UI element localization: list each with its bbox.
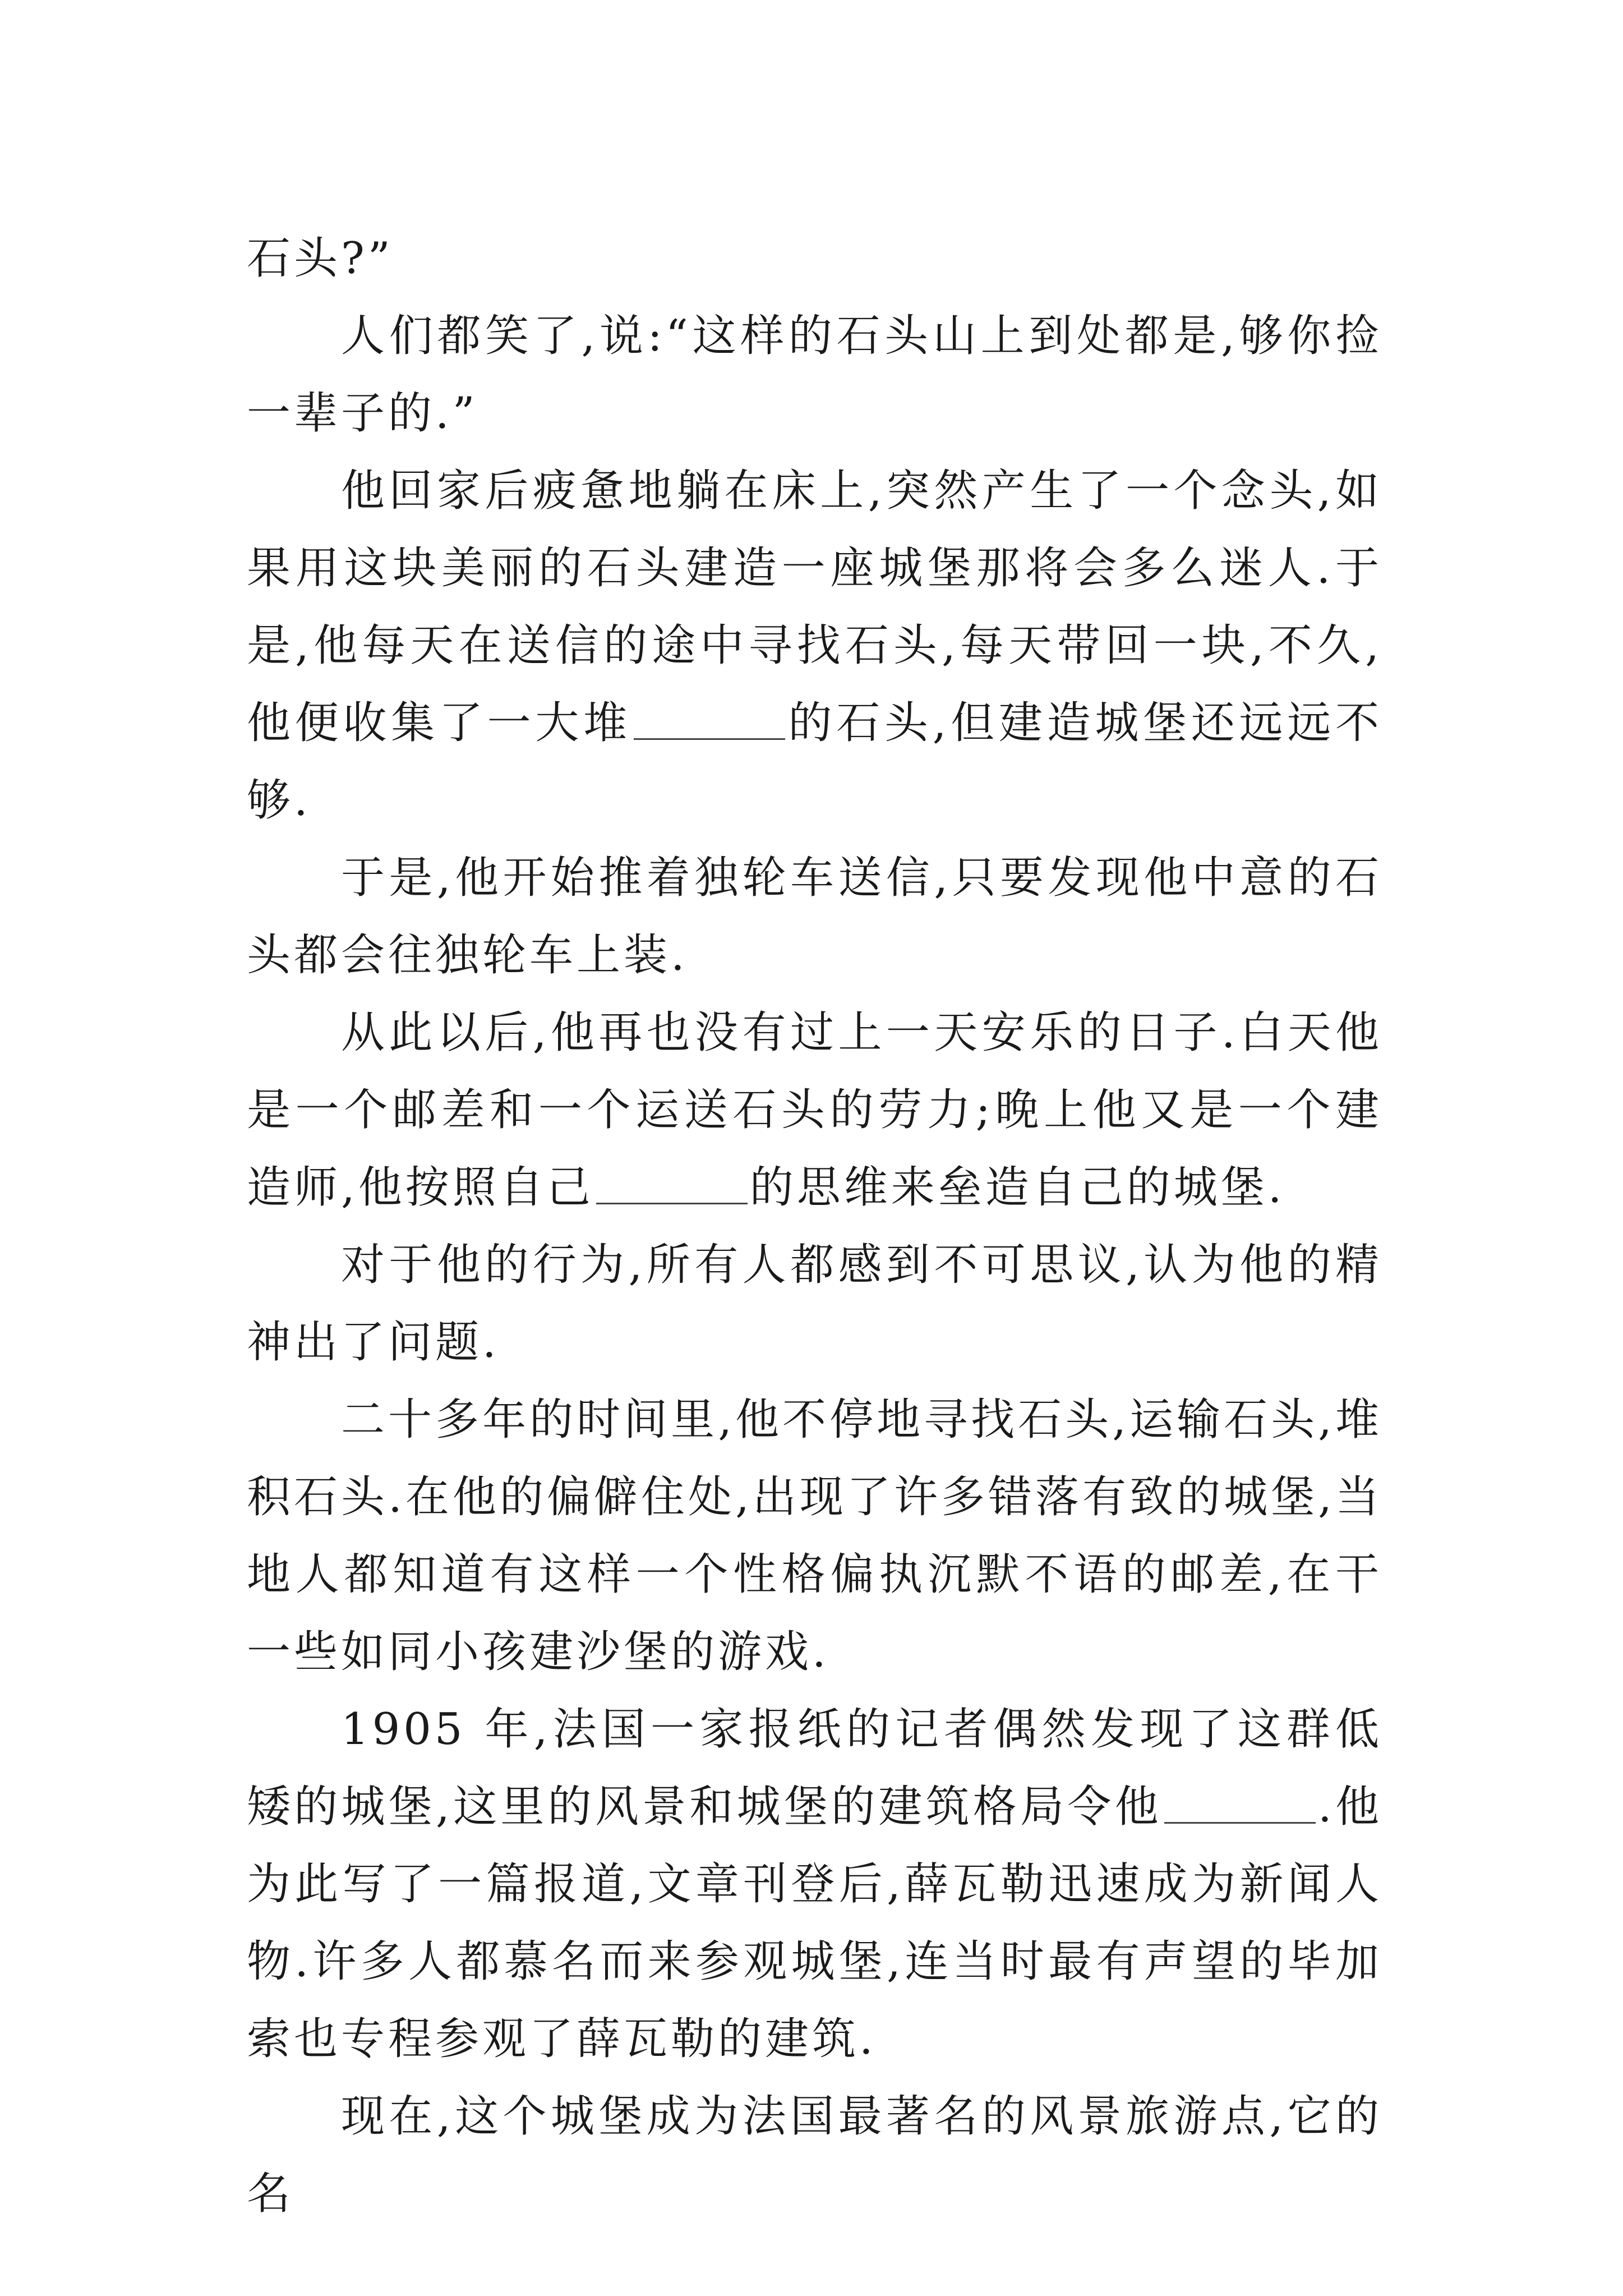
fill-in-blank-2[interactable]	[596, 1159, 748, 1204]
fill-in-blank-1[interactable]	[634, 694, 785, 740]
paragraph-8	[247, 1691, 1382, 2078]
paragraph-5	[247, 994, 1382, 1226]
paragraph-1	[247, 220, 1382, 297]
paragraph-4	[247, 839, 1382, 994]
paragraph-text: 于是,他开始推着独轮车送信,只要发现他中意的石头都会往独轮车上装.	[247, 853, 1382, 981]
paragraph-2	[247, 297, 1382, 452]
paragraph-text: 对于他的行为,所有人都感到不可思议,认为他的精神出了问题.	[247, 1240, 1382, 1368]
paragraph-text: 人们都笑了,说:“这样的石头山上到处都是,够你捡一辈子的.”	[247, 311, 1382, 439]
paragraph-text: 1905 年,法国一家报纸的记者偶然发现了这群低矮的城堡,这里的风景和城堡的建筑格局令他	[247, 1704, 1382, 1832]
document-body	[247, 220, 1382, 2233]
paragraph-text: 的思维来垒造自己的城堡.	[749, 1162, 1285, 1213]
paragraph-text: 二十多年的时间里,他不停地寻找石头,运输石头,堆积石头.在他的偏僻住处,出现了许多错落有致的城堡,当地人都知道有这样一个性格偏执沉默不语的邮差,在干一些如同小孩建沙堡的游戏.	[247, 1395, 1382, 1677]
paragraph-text: 的石头,但建造城堡还远远不够.	[247, 698, 1382, 826]
paragraph-text: 从此以后,他再也没有过上一天安乐的日子.白天他是一个邮差和一个运送石头的劳力;晚上他又是一个建造师,他按照自己	[247, 1007, 1382, 1213]
fill-in-blank-3[interactable]	[1164, 1778, 1316, 1824]
paragraph-text: 现在,这个城堡成为法国最著名的风景旅游点,它的名	[247, 2091, 1382, 2219]
paragraph-9	[247, 2078, 1382, 2233]
paragraph-text: 他回家后疲惫地躺在床上,突然产生了一个念头,如果用这块美丽的石头建造一座城堡那将会多么迷人.于是,他每天在送信的途中寻找石头,每天带回一块,不久,他便收集了一大堆	[247, 466, 1382, 748]
paragraph-text: .他为此写了一篇报道,文章刊登后,薛瓦勒迅速成为新闻人物.许多人都慕名而来参观城堡,连当时最有声望的毕加索也专程参观了薛瓦勒的建筑.	[247, 1782, 1383, 2064]
paragraph-text: 石头?”	[247, 233, 394, 284]
paragraph-3	[247, 452, 1382, 839]
paragraph-6	[247, 1226, 1382, 1381]
paragraph-7	[247, 1381, 1382, 1691]
